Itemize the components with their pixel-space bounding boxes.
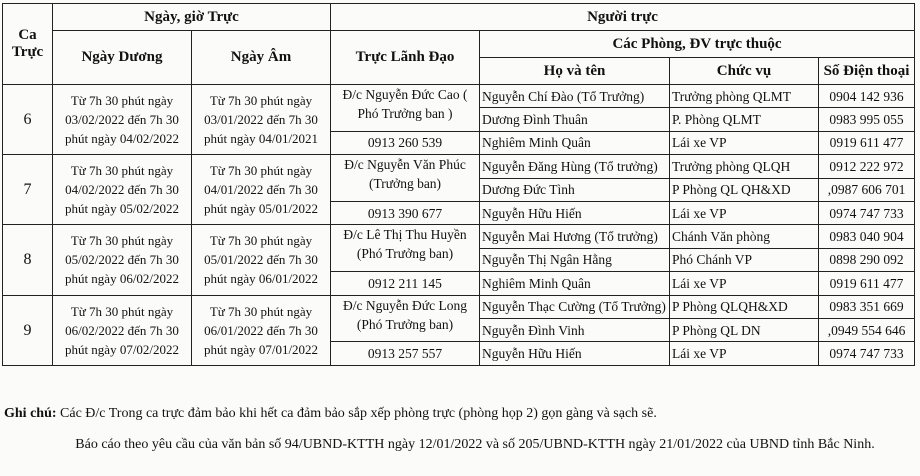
table-row	[3, 155, 915, 178]
solar-date: Từ 7h 30 phút ngày 03/02/2022 đến 7h 30 phút ngày 04/02/2022	[53, 85, 192, 155]
duty-schedule-table	[2, 3, 915, 366]
leader-name: Đ/c Nguyễn Đức Long (Phó Trưởng ban)	[331, 295, 480, 342]
header-ngay-am: Ngày Âm	[192, 31, 331, 85]
staff-name: Nguyễn Đăng Hùng (Tổ trưởng)	[480, 155, 670, 178]
note	[4, 406, 916, 422]
staff-role: P Phòng QL DN	[670, 318, 819, 341]
staff-name: Nguyễn Chí Đào (Tổ Trưởng)	[480, 85, 670, 108]
solar-date: Từ 7h 30 phút ngày 05/02/2022 đến 7h 30 phút ngày 06/02/2022	[53, 225, 192, 295]
table-row	[3, 295, 915, 318]
staff-role: Trưởng phòng QLMT	[670, 85, 819, 108]
header-chuc-vu: Chức vụ	[670, 58, 819, 85]
header-nguoi-truc: Người trực	[331, 4, 915, 31]
leader-name: Đ/c Nguyễn Văn Phúc (Trưởng ban)	[331, 155, 480, 202]
shift-number: 7	[3, 155, 53, 225]
table-row	[3, 85, 915, 108]
header-lanh-dao: Trực Lãnh Đạo	[331, 31, 480, 85]
shift-number: 8	[3, 225, 53, 295]
header-ca: Ca Trực	[3, 4, 53, 85]
staff-role: Lái xe VP	[670, 272, 819, 295]
header-ngay-gio: Ngày, giờ Trực	[53, 4, 331, 31]
leader-phone: 0913 390 677	[331, 201, 480, 224]
leader-name: Đ/c Nguyễn Đức Cao ( Phó Trưởng ban )	[331, 85, 480, 132]
staff-role: P Phòng QLQH&XD	[670, 295, 819, 318]
staff-phone: ,0987 606 701	[819, 178, 915, 201]
header-ho-ten: Họ và tên	[480, 58, 670, 85]
staff-name: Nguyễn Đình Vinh	[480, 318, 670, 341]
staff-name: Dương Đình Thuân	[480, 108, 670, 131]
staff-name: Nguyễn Thị Ngân Hằng	[480, 248, 670, 271]
staff-phone: ,0949 554 646	[819, 318, 915, 341]
solar-date: Từ 7h 30 phút ngày 04/02/2022 đến 7h 30 phút ngày 05/02/2022	[53, 155, 192, 225]
staff-role: Lái xe VP	[670, 201, 819, 224]
staff-phone: 0983 995 055	[819, 108, 915, 131]
staff-phone: 0898 290 092	[819, 248, 915, 271]
leader-phone: 0913 260 539	[331, 131, 480, 154]
lunar-date: Từ 7h 30 phút ngày 04/01/2022 đến 7h 30 phút ngày 05/01/2022	[192, 155, 331, 225]
lunar-date: Từ 7h 30 phút ngày 06/01/2022 đến 7h 30 phút ngày 07/01/2022	[192, 295, 331, 365]
lunar-date: Từ 7h 30 phút ngày 05/01/2022 đến 7h 30 phút ngày 06/01/2022	[192, 225, 331, 295]
staff-phone: 0974 747 733	[819, 342, 915, 365]
shift-number: 9	[3, 295, 53, 365]
leader-name: Đ/c Lê Thị Thu Huyền (Phó Trưởng ban)	[331, 225, 480, 272]
leader-phone: 0912 211 145	[331, 272, 480, 295]
staff-role: Lái xe VP	[670, 342, 819, 365]
note-text: Các Đ/c Trong ca trực đảm bảo khi hết ca đảm bảo sắp xếp phòng trực (phòng họp 2) gọn gàng và sạch sẽ.	[56, 406, 657, 421]
staff-name: Nghiêm Minh Quân	[480, 272, 670, 295]
staff-phone: 0904 142 936	[819, 85, 915, 108]
staff-phone: 0919 611 477	[819, 272, 915, 295]
staff-role: P. Phòng QLMT	[670, 108, 819, 131]
staff-role: P Phòng QL QH&XD	[670, 178, 819, 201]
staff-role: Chánh Văn phòng	[670, 225, 819, 248]
staff-phone: 0983 351 669	[819, 295, 915, 318]
staff-phone: 0983 040 904	[819, 225, 915, 248]
staff-name: Nguyễn Thạc Cường (Tổ Trưởng)	[480, 295, 670, 318]
staff-name: Nghiêm Minh Quân	[480, 131, 670, 154]
staff-phone: 0974 747 733	[819, 201, 915, 224]
staff-name: Nguyễn Mai Hương (Tổ trưởng)	[480, 225, 670, 248]
staff-name: Nguyễn Hữu Hiến	[480, 201, 670, 224]
staff-phone: 0919 611 477	[819, 131, 915, 154]
leader-phone: 0913 257 557	[331, 342, 480, 365]
shift-number: 6	[3, 85, 53, 155]
table-row	[3, 225, 915, 248]
staff-role: Lái xe VP	[670, 131, 819, 154]
report-reference: Báo cáo theo yêu cầu của văn bản số 94/UBND-KTTH ngày 12/01/2022 và số 205/UBND-KTTH ngày 21/01/2022 của UBND tỉnh Bắc Ninh.	[75, 437, 875, 452]
header-phong-dv: Các Phòng, ĐV trực thuộc	[480, 31, 915, 58]
header-ngay-duong: Ngày Dương	[53, 31, 192, 85]
staff-name: Dương Đức Tình	[480, 178, 670, 201]
solar-date: Từ 7h 30 phút ngày 06/02/2022 đến 7h 30 phút ngày 07/02/2022	[53, 295, 192, 365]
staff-role: Trưởng phòng QLQH	[670, 155, 819, 178]
lunar-date: Từ 7h 30 phút ngày 03/01/2022 đến 7h 30 phút ngày 04/01/2021	[192, 85, 331, 155]
staff-phone: 0912 222 972	[819, 155, 915, 178]
staff-role: Phó Chánh VP	[670, 248, 819, 271]
note-label: Ghi chú:	[4, 406, 57, 421]
header-sdt: Số Điện thoại	[819, 58, 915, 85]
staff-name: Nguyễn Hữu Hiến	[480, 342, 670, 365]
